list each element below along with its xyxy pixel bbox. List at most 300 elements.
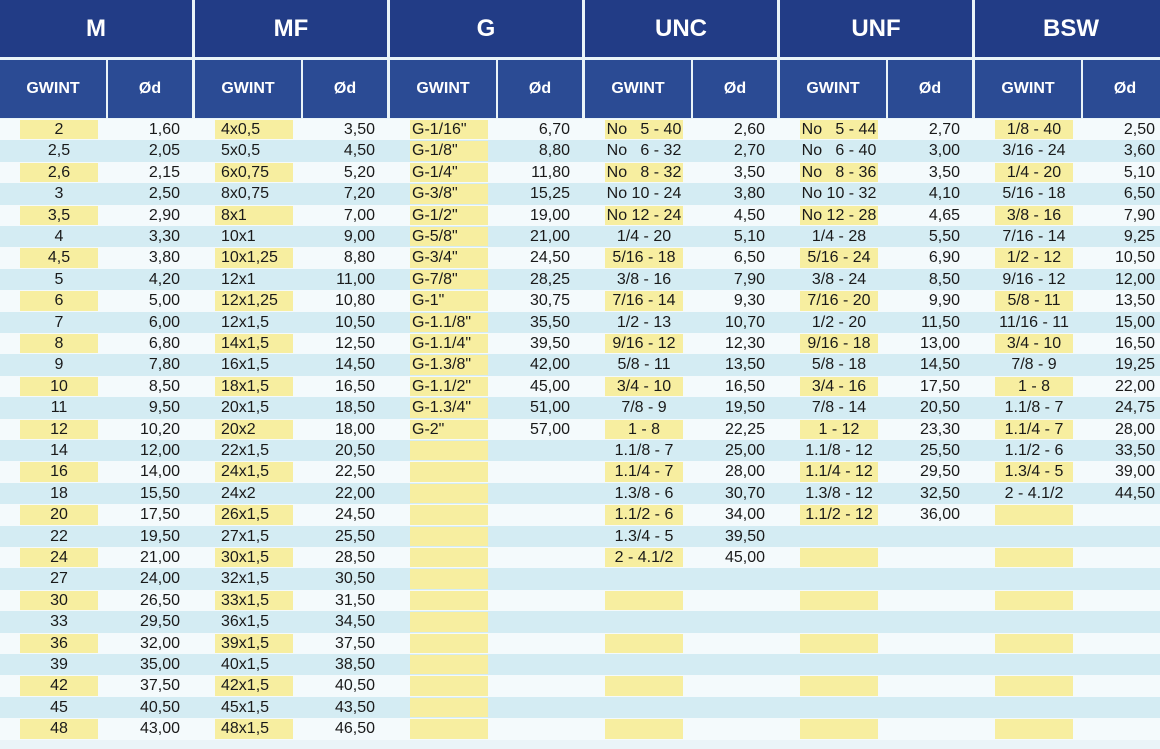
thread-size-cell: 11 (50, 399, 68, 417)
thread-size-cell: 5/16 - 24 (807, 249, 871, 267)
diameter-cell: 22,25 (724, 420, 765, 438)
diameter-cell: 57,00 (529, 420, 570, 438)
thread-size-cell: G-1.3/8" (412, 356, 472, 374)
diameter-cell: 22,00 (1114, 377, 1155, 395)
thread-size-cell: 27 (50, 570, 68, 588)
diameter-cell: 1,60 (148, 121, 180, 138)
diameter-cell: 3,30 (148, 228, 180, 245)
thread-size-cell: 40x1,5 (221, 656, 270, 673)
thread-size-cell: No 6 - 40 (801, 142, 877, 160)
diameter-cell: 2,90 (148, 206, 180, 224)
diameter-cell: 8,50 (928, 270, 960, 288)
thread-size-cell: G-7/8" (412, 270, 458, 288)
column-header-diameter: Ød (108, 60, 192, 118)
thread-size-cell: 4 (54, 228, 64, 245)
diameter-cell: 5,00 (148, 292, 180, 310)
thread-size-cell: No 5 - 44 (801, 121, 877, 138)
diameter-cell: 2,05 (148, 142, 180, 160)
highlight-strip (410, 548, 488, 567)
thread-size-cell: 32x1,5 (221, 570, 270, 588)
diameter-cell: 2,50 (148, 185, 180, 203)
diameter-cell: 39,00 (1114, 463, 1155, 481)
diameter-cell: 11,50 (921, 313, 960, 331)
diameter-cell: 3,00 (928, 142, 960, 160)
diameter-cell: 6,80 (148, 335, 180, 352)
thread-size-cell: 27x1,5 (221, 527, 270, 545)
diameter-cell: 28,00 (1114, 420, 1155, 438)
diameter-cell: 9,90 (928, 292, 960, 310)
diameter-cell: 5,50 (928, 228, 960, 245)
thread-size-cell: 1/2 - 13 (616, 313, 672, 331)
highlight-strip (605, 719, 683, 738)
diameter-cell: 4,50 (343, 142, 375, 160)
highlight-strip (995, 591, 1073, 610)
thread-size-cell: 3/8 - 24 (811, 270, 867, 288)
thread-size-cell: 1/2 - 20 (811, 313, 867, 331)
thread-size-cell: 14 (50, 442, 68, 459)
thread-size-cell: G-3/8" (412, 185, 458, 203)
highlight-strip (410, 676, 488, 695)
diameter-cell: 16,50 (1114, 335, 1155, 352)
thread-size-cell: 4x0,5 (221, 121, 261, 138)
diameter-cell: 6,50 (733, 249, 765, 267)
thread-size-cell: 1/4 - 20 (616, 228, 672, 245)
highlight-strip (995, 505, 1073, 524)
thread-size-cell: 1 - 8 (1017, 377, 1050, 395)
thread-size-cell: 30 (50, 591, 68, 609)
thread-size-cell: G-1.1/2" (412, 377, 472, 395)
thread-size-cell: 1/8 - 40 (1006, 121, 1062, 138)
thread-size-cell: No 12 - 28 (801, 206, 877, 224)
thread-size-cell: 3/8 - 16 (1006, 206, 1062, 224)
thread-size-cell: 9/16 - 18 (807, 335, 871, 352)
thread-size-cell: 1 - 8 (627, 420, 660, 438)
group-header-unc: UNC (585, 0, 777, 57)
thread-size-cell: 6x0,75 (221, 163, 270, 181)
highlight-strip (800, 719, 878, 738)
diameter-cell: 31,50 (334, 591, 375, 609)
thread-size-cell: 3/16 - 24 (1002, 142, 1066, 160)
highlight-strip (800, 548, 878, 567)
thread-size-cell: No 10 - 32 (801, 185, 877, 203)
highlight-strip (410, 505, 488, 524)
diameter-cell: 37,50 (334, 634, 375, 652)
thread-size-cell: 14x1,5 (221, 335, 270, 352)
thread-size-cell: G-1.3/4" (412, 399, 472, 417)
thread-size-cell: 24x2 (221, 484, 256, 502)
diameter-cell: 19,25 (1114, 356, 1155, 374)
thread-size-cell: 1.1/8 - 7 (1004, 399, 1064, 417)
diameter-cell: 8,50 (148, 377, 180, 395)
diameter-cell: 3,50 (928, 163, 960, 181)
group-header-bsw: BSW (975, 0, 1160, 57)
thread-size-cell: 30x1,5 (221, 549, 270, 566)
highlight-strip (410, 719, 488, 738)
diameter-cell: 28,50 (334, 549, 375, 566)
thread-size-cell: 26x1,5 (221, 506, 270, 524)
diameter-cell: 46,50 (334, 720, 375, 738)
thread-size-cell: 22 (50, 527, 68, 545)
diameter-cell: 29,50 (919, 463, 960, 481)
column-header-thread: GWINT (975, 60, 1081, 118)
thread-size-cell: 5/16 - 18 (1002, 185, 1066, 203)
highlight-strip (605, 676, 683, 695)
diameter-cell: 2,70 (733, 142, 765, 160)
group-header-m: M (0, 0, 192, 57)
diameter-cell: 7,00 (343, 206, 375, 224)
thread-size-cell: 24x1,5 (221, 463, 270, 481)
thread-size-cell: 1.1/4 - 12 (805, 463, 873, 481)
diameter-cell: 22,50 (334, 463, 375, 481)
thread-size-cell: 6 (54, 292, 64, 310)
diameter-cell: 14,50 (919, 356, 960, 374)
thread-size-cell: No 8 - 32 (606, 163, 682, 181)
thread-size-cell: 7/16 - 14 (1002, 228, 1066, 245)
diameter-cell: 6,70 (538, 121, 570, 138)
diameter-cell: 43,50 (334, 698, 375, 716)
thread-size-cell: 42 (50, 677, 68, 695)
diameter-cell: 6,00 (148, 313, 180, 331)
thread-size-cell: 7/8 - 9 (621, 399, 667, 417)
thread-size-cell: 1.1/8 - 7 (614, 442, 674, 459)
thread-size-cell: 45 (50, 698, 68, 716)
thread-size-cell: 22x1,5 (221, 442, 270, 459)
thread-size-cell: 16x1,5 (221, 356, 270, 374)
diameter-cell: 12,50 (334, 335, 375, 352)
diameter-cell: 10,50 (334, 313, 375, 331)
thread-size-cell: 3 (54, 185, 64, 203)
thread-size-cell: 8 (54, 335, 64, 352)
diameter-cell: 8,80 (343, 249, 375, 267)
diameter-cell: 33,50 (1114, 442, 1155, 459)
thread-size-cell: 18x1,5 (221, 377, 270, 395)
diameter-cell: 36,00 (919, 506, 960, 524)
thread-size-cell: 36 (50, 634, 68, 652)
thread-size-cell: 2 (54, 121, 64, 138)
highlight-strip (995, 676, 1073, 695)
diameter-cell: 24,50 (529, 249, 570, 267)
thread-size-cell: 2,5 (47, 142, 71, 160)
thread-size-cell: 7/16 - 20 (807, 292, 871, 310)
diameter-cell: 40,50 (139, 698, 180, 716)
diameter-cell: 42,00 (529, 356, 570, 374)
thread-size-cell: 18 (50, 484, 68, 502)
diameter-cell: 24,75 (1114, 399, 1155, 417)
thread-size-cell: 9 (54, 356, 64, 374)
thread-size-cell: 3,5 (47, 206, 71, 224)
thread-size-cell: 24 (50, 549, 68, 566)
thread-size-cell: G-1/2" (412, 206, 458, 224)
diameter-cell: 18,00 (334, 420, 375, 438)
diameter-cell: 7,20 (343, 185, 375, 203)
thread-size-cell: 7 (54, 313, 64, 331)
thread-size-cell: 1.1/8 - 12 (805, 442, 873, 459)
thread-size-cell: 5/8 - 11 (1007, 292, 1061, 310)
diameter-cell: 30,70 (724, 484, 765, 502)
diameter-cell: 11,00 (336, 270, 375, 288)
diameter-cell: 15,25 (529, 185, 570, 203)
thread-size-cell: G-1.1/8" (412, 313, 472, 331)
diameter-cell: 6,90 (928, 249, 960, 267)
thread-size-cell: G-1/8" (412, 142, 458, 160)
diameter-cell: 12,00 (139, 442, 180, 459)
diameter-cell: 4,10 (928, 185, 960, 203)
diameter-cell: 2,15 (148, 163, 180, 181)
diameter-cell: 43,00 (139, 720, 180, 738)
diameter-cell: 3,80 (733, 185, 765, 203)
diameter-cell: 10,70 (724, 313, 765, 331)
diameter-cell: 45,00 (529, 377, 570, 395)
diameter-cell: 30,75 (529, 292, 570, 310)
diameter-cell: 45,00 (724, 549, 765, 566)
diameter-cell: 30,50 (334, 570, 375, 588)
diameter-cell: 10,80 (334, 292, 375, 310)
thread-size-cell: 12x1,25 (221, 292, 278, 310)
thread-size-cell: G-3/4" (412, 249, 458, 267)
highlight-strip (605, 591, 683, 610)
thread-size-cell: 1.1/2 - 6 (1004, 442, 1064, 459)
group-header-mf: MF (195, 0, 387, 57)
diameter-cell: 5,10 (1123, 163, 1155, 181)
diameter-cell: 32,50 (919, 484, 960, 502)
thread-size-cell: 1.3/4 - 5 (614, 527, 674, 545)
diameter-cell: 10,50 (1114, 249, 1155, 267)
diameter-cell: 17,50 (919, 377, 960, 395)
column-header-thread: GWINT (0, 60, 106, 118)
thread-size-cell: 12x1 (221, 270, 256, 288)
diameter-cell: 8,80 (538, 142, 570, 160)
thread-size-cell: 1.1/4 - 7 (1004, 420, 1064, 438)
thread-size-cell: 1.3/8 - 6 (614, 484, 674, 502)
thread-size-cell: 12x1,5 (221, 313, 270, 331)
diameter-cell: 39,50 (724, 527, 765, 545)
diameter-cell: 13,50 (724, 356, 765, 374)
diameter-cell: 25,50 (334, 527, 375, 545)
thread-size-cell: 5/8 - 18 (811, 356, 867, 374)
thread-size-cell: 45x1,5 (221, 698, 270, 716)
thread-size-cell: 10x1,25 (221, 249, 278, 267)
diameter-cell: 6,50 (1123, 185, 1155, 203)
thread-size-cell: 39 (50, 656, 68, 673)
column-header-thread: GWINT (585, 60, 691, 118)
diameter-cell: 19,50 (139, 527, 180, 545)
thread-size-cell: 2 - 4.1/2 (614, 549, 674, 566)
highlight-strip (410, 441, 488, 460)
diameter-cell: 40,50 (334, 677, 375, 695)
thread-size-cell: 7/8 - 9 (1011, 356, 1057, 374)
thread-size-cell: G-1/4" (412, 163, 458, 181)
diameter-cell: 9,25 (1123, 228, 1155, 245)
diameter-cell: 39,50 (529, 335, 570, 352)
highlight-strip (800, 676, 878, 695)
thread-size-cell: 8x0,75 (221, 185, 270, 203)
diameter-cell: 35,50 (529, 313, 570, 331)
diameter-cell: 10,20 (139, 420, 180, 438)
diameter-cell: 24,50 (334, 506, 375, 524)
highlight-strip (410, 527, 488, 546)
highlight-strip (995, 634, 1073, 653)
highlight-strip (410, 698, 488, 717)
diameter-cell: 51,00 (529, 399, 570, 417)
thread-size-cell: No 5 - 40 (606, 121, 682, 138)
thread-size-cell: 39x1,5 (221, 634, 270, 652)
diameter-cell: 5,20 (343, 163, 375, 181)
thread-size-cell: 33 (50, 613, 68, 631)
highlight-strip (995, 719, 1073, 738)
thread-size-cell: 3/4 - 10 (1006, 335, 1062, 352)
thread-size-cell: 20 (50, 506, 68, 524)
diameter-cell: 25,00 (724, 442, 765, 459)
thread-size-cell: 9/16 - 12 (612, 335, 676, 352)
diameter-cell: 17,50 (139, 506, 180, 524)
thread-size-cell: G-1.1/4" (412, 335, 472, 352)
thread-size-cell: 7/16 - 14 (612, 292, 676, 310)
column-header-diameter: Ød (498, 60, 582, 118)
thread-size-cell: No 10 - 24 (606, 185, 682, 203)
thread-size-cell: No 6 - 32 (606, 142, 682, 160)
diameter-cell: 25,50 (919, 442, 960, 459)
diameter-cell: 18,50 (334, 399, 375, 417)
thread-size-cell: 4,5 (47, 249, 71, 267)
thread-size-cell: No 12 - 24 (606, 206, 682, 224)
thread-size-cell: 7/8 - 14 (811, 399, 867, 417)
highlight-strip (995, 548, 1073, 567)
group-header-g: G (390, 0, 582, 57)
diameter-cell: 7,80 (148, 356, 180, 374)
thread-size-cell: G-1/16" (412, 121, 467, 138)
thread-size-cell: 2,6 (47, 163, 71, 181)
diameter-cell: 14,00 (139, 463, 180, 481)
thread-size-cell: 1/4 - 20 (1006, 163, 1062, 181)
group-header-unf: UNF (780, 0, 972, 57)
thread-size-cell: 5 (54, 270, 64, 288)
column-header-thread: GWINT (195, 60, 301, 118)
diameter-cell: 9,50 (148, 399, 180, 417)
thread-size-cell: 9/16 - 12 (1002, 270, 1066, 288)
diameter-cell: 7,90 (733, 270, 765, 288)
diameter-cell: 14,50 (334, 356, 375, 374)
thread-size-cell: 3/4 - 16 (811, 377, 867, 395)
thread-size-cell: 10x1 (221, 228, 256, 245)
diameter-cell: 9,00 (343, 228, 375, 245)
thread-size-cell: 3/8 - 16 (616, 270, 672, 288)
thread-size-cell: 5x0,5 (221, 142, 261, 160)
thread-size-cell: 1.1/4 - 7 (614, 463, 674, 481)
diameter-cell: 4,50 (733, 206, 765, 224)
diameter-cell: 34,00 (724, 506, 765, 524)
thread-size-cell: 2 - 4.1/2 (1004, 484, 1064, 502)
thread-size-cell: 1 - 12 (818, 420, 860, 438)
diameter-cell: 3,60 (1123, 142, 1155, 160)
thread-size-cell: 11/16 - 11 (999, 313, 1069, 331)
diameter-cell: 15,50 (139, 484, 180, 502)
highlight-strip (410, 484, 488, 503)
diameter-cell: 24,00 (139, 570, 180, 588)
thread-size-cell: 20x1,5 (221, 399, 270, 417)
thread-size-cell: 1.1/2 - 12 (805, 506, 873, 524)
diameter-cell: 9,30 (733, 292, 765, 310)
thread-size-cell: 42x1,5 (221, 677, 270, 695)
column-header-diameter: Ød (888, 60, 972, 118)
highlight-strip (410, 655, 488, 674)
highlight-strip (410, 591, 488, 610)
diameter-cell: 2,50 (1123, 121, 1155, 138)
diameter-cell: 2,70 (928, 121, 960, 138)
diameter-cell: 4,20 (148, 270, 180, 288)
diameter-cell: 21,00 (529, 228, 570, 245)
diameter-cell: 3,50 (343, 121, 375, 138)
diameter-cell: 20,50 (334, 442, 375, 459)
thread-size-cell: 12 (50, 420, 68, 438)
diameter-cell: 34,50 (334, 613, 375, 631)
diameter-cell: 38,50 (334, 656, 375, 673)
diameter-cell: 22,00 (334, 484, 375, 502)
diameter-cell: 3,80 (148, 249, 180, 267)
diameter-cell: 5,10 (733, 228, 765, 245)
diameter-cell: 12,30 (724, 335, 765, 352)
diameter-cell: 32,00 (139, 634, 180, 652)
diameter-cell: 29,50 (139, 613, 180, 631)
diameter-cell: 15,00 (1114, 313, 1155, 331)
diameter-cell: 26,50 (139, 591, 180, 609)
diameter-cell: 19,00 (529, 206, 570, 224)
thread-size-cell: No 8 - 36 (801, 163, 877, 181)
diameter-cell: 2,60 (733, 121, 765, 138)
thread-size-cell: 48 (50, 720, 68, 738)
column-header-diameter: Ød (693, 60, 777, 118)
highlight-strip (605, 634, 683, 653)
thread-size-cell: 33x1,5 (221, 591, 270, 609)
diameter-cell: 23,30 (919, 420, 960, 438)
highlight-strip (410, 462, 488, 481)
diameter-cell: 21,00 (139, 549, 180, 566)
thread-size-cell: 3/4 - 10 (616, 377, 672, 395)
diameter-cell: 16,50 (334, 377, 375, 395)
column-header-thread: GWINT (390, 60, 496, 118)
diameter-cell: 11,80 (531, 163, 570, 181)
diameter-cell: 16,50 (724, 377, 765, 395)
diameter-cell: 3,50 (733, 163, 765, 181)
thread-size-cell: 16 (50, 463, 68, 481)
diameter-cell: 7,90 (1123, 206, 1155, 224)
thread-size-cell: G-1" (412, 292, 445, 310)
highlight-strip (800, 634, 878, 653)
highlight-strip (410, 634, 488, 653)
diameter-cell: 20,50 (919, 399, 960, 417)
highlight-strip (410, 612, 488, 631)
diameter-cell: 19,50 (724, 399, 765, 417)
thread-size-cell: 1/4 - 28 (811, 228, 867, 245)
thread-size-cell: 5/16 - 18 (612, 249, 676, 267)
diameter-cell: 28,00 (724, 463, 765, 481)
diameter-cell: 4,65 (928, 206, 960, 224)
diameter-cell: 35,00 (139, 656, 180, 673)
thread-size-cell: 48x1,5 (221, 720, 270, 738)
thread-size-cell: 1/2 - 12 (1006, 249, 1062, 267)
diameter-cell: 37,50 (139, 677, 180, 695)
thread-size-cell: 1.3/8 - 12 (805, 484, 873, 502)
thread-size-cell: G-2" (412, 420, 445, 438)
column-header-thread: GWINT (780, 60, 886, 118)
thread-size-cell: 10 (50, 377, 68, 395)
highlight-strip (800, 591, 878, 610)
thread-size-cell: 36x1,5 (221, 613, 270, 631)
thread-size-cell: G-5/8" (412, 228, 458, 245)
diameter-cell: 44,50 (1114, 484, 1155, 502)
thread-size-cell: 1.1/2 - 6 (614, 506, 674, 524)
diameter-cell: 28,25 (529, 270, 570, 288)
thread-size-cell: 1.3/4 - 5 (1004, 463, 1064, 481)
